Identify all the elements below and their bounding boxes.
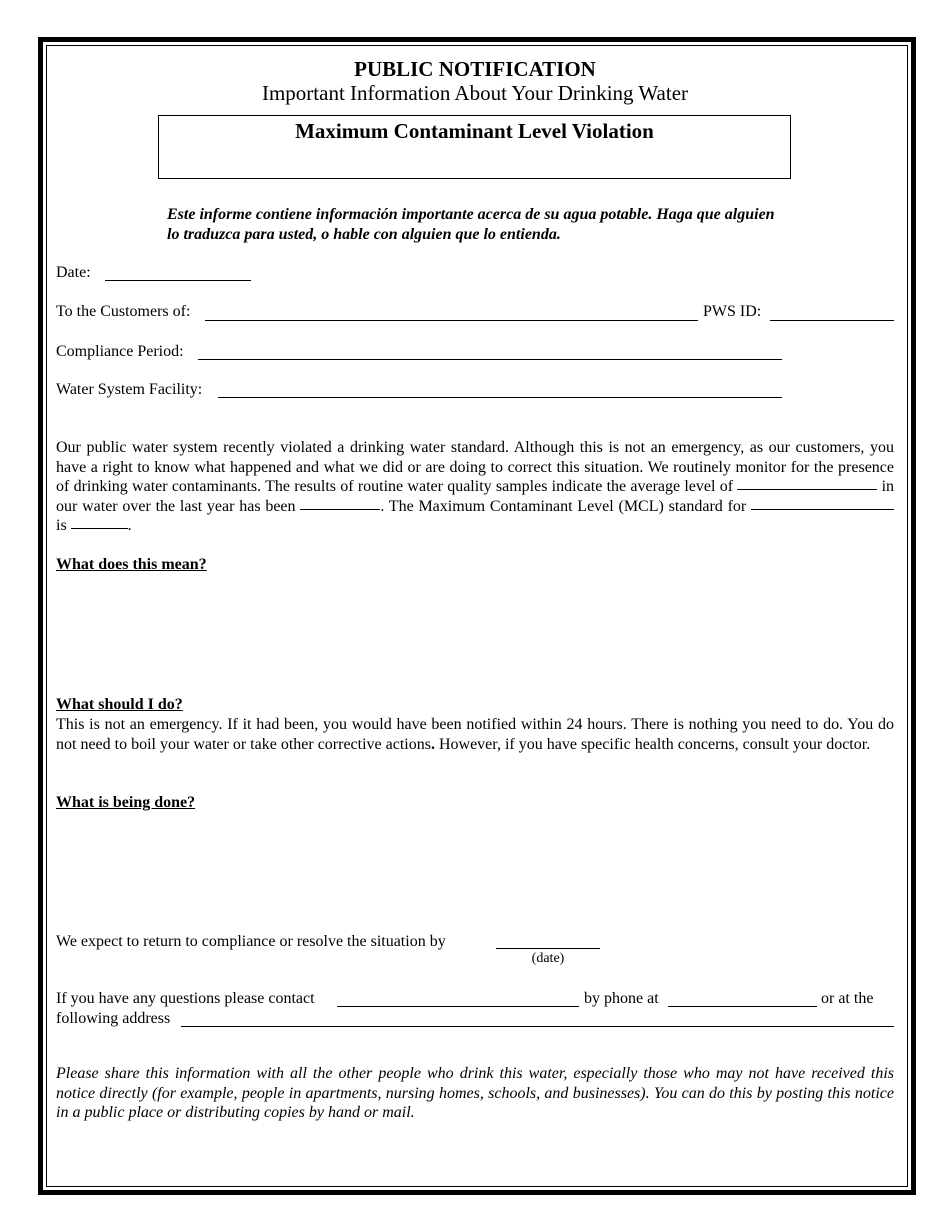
date-caption: (date) bbox=[531, 951, 565, 966]
compliance-expectation-text: We expect to return to compliance or resolve the situation by bbox=[56, 933, 446, 950]
customers-label: To the Customers of: bbox=[56, 303, 191, 320]
pws-id-field[interactable] bbox=[770, 320, 894, 321]
customers-field[interactable] bbox=[205, 320, 698, 321]
intro-paragraph bbox=[56, 438, 894, 536]
mcl-contaminant-blank[interactable] bbox=[751, 508, 894, 510]
intro-text-1: Our public water system recently violated a drinking water standard. Although this is not an emergency, as our customers, you have a right to know what happened and what we did or are doing to correct this situation. We routinely monitor for the presence of drinking water contaminants. The results of routine water quality samples indicate the average level of bbox=[56, 439, 894, 495]
compliance-date-field[interactable] bbox=[496, 948, 600, 949]
contaminant-blank[interactable] bbox=[737, 488, 877, 490]
intro-text-2: in our water over the last year has been bbox=[56, 478, 895, 515]
do-text-part-1: This is not an emergency. If it had been, you would have been notified within 24 hours. There is nothing you need to do. You do not need to boil your water or take other corrective actions bbox=[56, 716, 894, 753]
intro-text-3: . The Maximum Contaminant Level (MCL) standard for bbox=[380, 497, 747, 515]
compliance-period-label: Compliance Period: bbox=[56, 343, 184, 360]
facility-label: Water System Facility: bbox=[56, 381, 203, 398]
violation-type-box bbox=[158, 115, 791, 179]
spanish-notice: Este informe contiene información importante acerca de su agua potable. Haga que alguien lo traduzca para usted, o hable con alguien que lo entienda. bbox=[167, 206, 775, 243]
page-title: PUBLIC NOTIFICATION bbox=[354, 57, 596, 81]
what-is-being-done-heading: What is being done? bbox=[56, 794, 196, 811]
what-does-this-mean-heading: What does this mean? bbox=[56, 556, 207, 573]
average-level-blank[interactable] bbox=[300, 508, 380, 510]
facility-field[interactable] bbox=[218, 397, 782, 398]
date-field[interactable] bbox=[105, 280, 251, 281]
violation-type-title: Maximum Contaminant Level Violation bbox=[295, 119, 654, 143]
contact-text-1: If you have any questions please contact bbox=[56, 990, 315, 1007]
do-text-part-2: However, if you have specific health concerns, consult your doctor. bbox=[434, 735, 871, 753]
share-notice: Please share this information with all the other people who drink this water, especially those who may not have received this notice directly (for example, people in apartments, nursing homes, schools, and businesses). You can do this by posting this notice in a public place or distributing copies by hand or mail. bbox=[56, 1065, 894, 1121]
intro-text-4: is bbox=[56, 517, 67, 534]
contact-name-field[interactable] bbox=[337, 1006, 579, 1007]
contact-text-4: following address bbox=[56, 1010, 171, 1027]
what-should-i-do-heading: What should I do? bbox=[56, 696, 183, 713]
mcl-value-blank[interactable] bbox=[71, 527, 128, 529]
intro-text-5: . bbox=[127, 517, 132, 534]
pws-id-label: PWS ID: bbox=[703, 303, 762, 320]
what-should-i-do-text bbox=[56, 715, 894, 754]
page-subtitle: Important Information About Your Drinking Water bbox=[261, 81, 689, 105]
contact-address-field[interactable] bbox=[181, 1026, 894, 1027]
contact-phone-field[interactable] bbox=[668, 1006, 817, 1007]
do-text-bold-period: . bbox=[430, 735, 435, 753]
compliance-period-field[interactable] bbox=[198, 359, 782, 360]
contact-text-3: or at the bbox=[821, 990, 874, 1007]
date-label: Date: bbox=[56, 264, 91, 281]
contact-text-2: by phone at bbox=[584, 990, 659, 1007]
